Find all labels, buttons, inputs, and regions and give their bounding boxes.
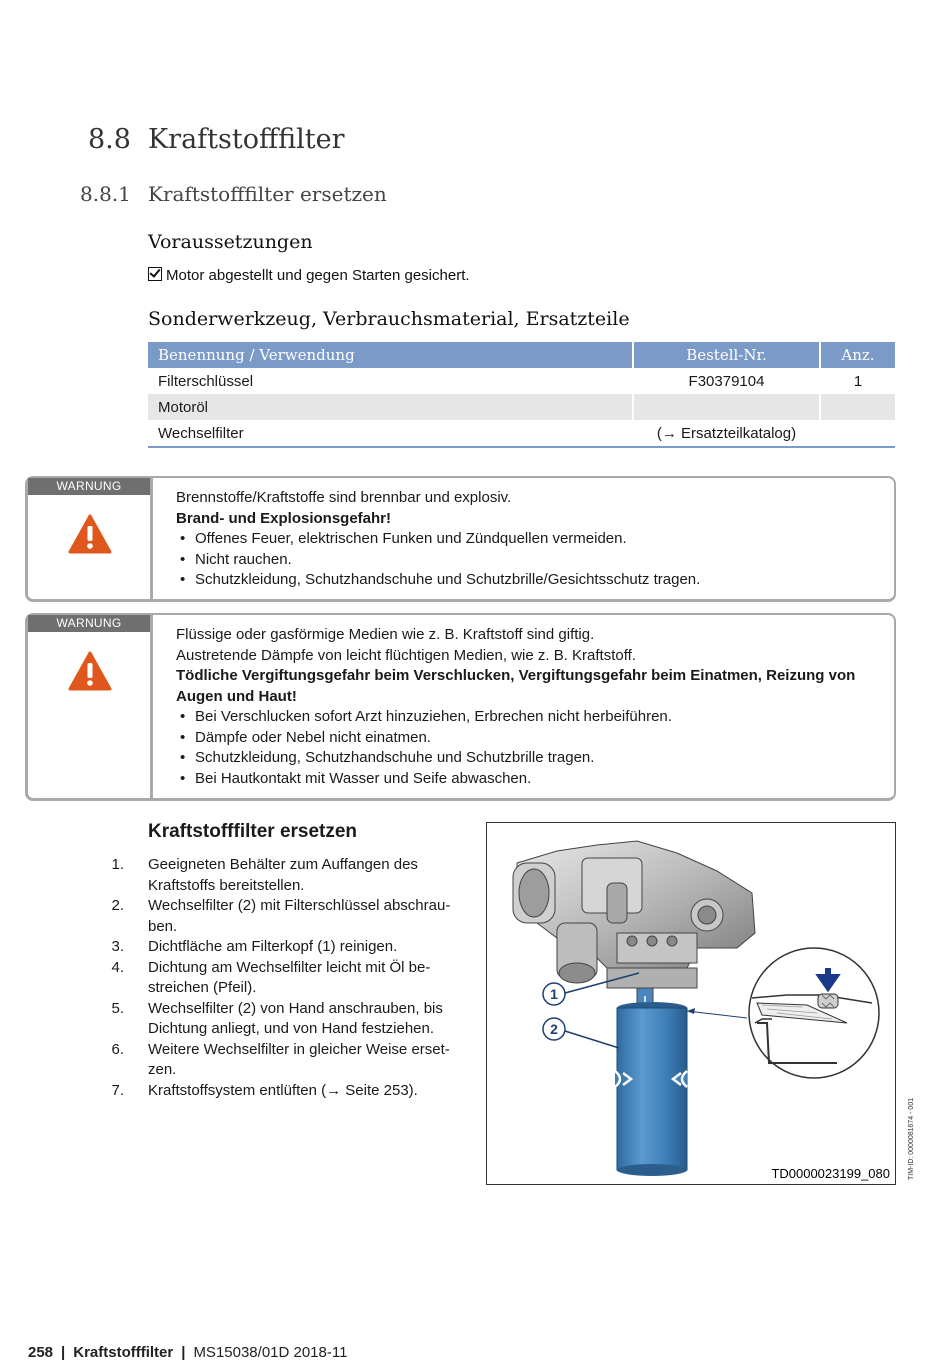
list-item: • Offenes Feuer, elektrischen Funken und Zündquellen vermeiden. [176, 529, 882, 550]
list-item [100, 999, 470, 1040]
footer-doc: MS15038/01D 2018-11 [193, 1344, 348, 1361]
list-item: • Bei Verschlucken sofort Arzt hinzuziehen, Erbrechen nicht herbeiführen. [176, 707, 882, 728]
callout-2-label: 2 [550, 1021, 558, 1037]
list-item: • Bei Hautkontakt mit Wasser und Seife abwaschen. [176, 769, 882, 790]
seal-detail-inset [687, 948, 879, 1078]
section-number: 8.8 [88, 124, 131, 155]
step-number: 7. [111, 1081, 124, 1099]
prerequisite-text: Motor abgestellt und gegen Starten gesichert. [166, 267, 470, 284]
parts-table [148, 342, 895, 448]
fuel-filter-figure [486, 822, 896, 1185]
step-text: Kraftstoffsystem entlüften (→ Seite 253). [148, 1081, 418, 1099]
step-number: 3. [111, 938, 124, 955]
cell-qty [820, 420, 895, 447]
list-item [100, 896, 470, 937]
procedure-steps [100, 855, 470, 1101]
col-header-name: Benennung / Verwendung [148, 342, 633, 368]
step-text: Wechselfilter (2) mit Filterschlüssel abschrauben. [148, 897, 451, 935]
checkbox-icon [148, 267, 162, 281]
page-number: 258 [28, 1344, 54, 1361]
col-header-qty: Anz. [820, 342, 895, 368]
step-text: Dichtfläche am Filterkopf (1) reinigen. [148, 938, 398, 955]
list-item [100, 1040, 470, 1081]
cell-name: Filterschlüssel [148, 368, 633, 394]
cell-order: (→ Ersatzteilkatalog) [633, 420, 820, 447]
cell-name: Motoröl [148, 394, 633, 420]
list-item [100, 855, 470, 896]
cell-order [633, 394, 820, 420]
step-number: 6. [111, 1040, 124, 1058]
list-item [100, 958, 470, 999]
callout-1-label: 1 [550, 986, 558, 1002]
tim-id: TIM-ID: 0000081674 - 001 [908, 1097, 915, 1180]
prerequisite-item [148, 267, 470, 284]
step-number: 4. [111, 958, 124, 976]
warning-bullets [176, 529, 882, 591]
list-item [100, 937, 470, 958]
step-number: 1. [111, 856, 124, 873]
warning-text: Brennstoffe/Kraftstoffe sind brennbar und explosiv. [176, 489, 512, 506]
warning-text: Austretende Dämpfe von leicht flüchtigen Medien, wie z. B. Kraftstoff. [176, 646, 636, 664]
list-item: • Schutzkleidung, Schutzhandschuhe und Schutzbrille tragen. [176, 748, 882, 769]
list-item: • Dämpfe oder Nebel nicht einatmen. [176, 728, 882, 749]
figure-caption: TD0000023199_080 [771, 1166, 890, 1181]
warning-triangle-icon [68, 651, 112, 691]
cell-order: F30379104 [633, 368, 820, 394]
warning-tag: WARNUNG [28, 478, 150, 495]
step-text: Dichtung am Wechselfilter leicht mit Öl bestreichen (Pfeil). [148, 958, 431, 996]
filter-canister [615, 1002, 687, 1176]
warning-bullets [176, 707, 882, 789]
warning-content [176, 625, 882, 789]
warning-tag: WARNUNG [28, 615, 150, 632]
procedure-heading: Kraftstofffilter ersetzen [148, 821, 358, 842]
warning-hazard: Tödliche Vergiftungsgefahr beim Verschlucken, Vergiftungsgefahr beim Einatmen, Reizung von Augen und Haut! [176, 667, 856, 705]
table-header-row [148, 342, 895, 368]
cell-name: Wechselfilter [148, 420, 633, 447]
subsection-number: 8.8.1 [80, 182, 131, 206]
fuel-filter-illustration [487, 823, 896, 1185]
table-row [148, 420, 895, 447]
subsection-title: Kraftstofffilter ersetzen [148, 182, 387, 206]
warning-text: Flüssige oder gasförmige Medien wie z. B. Kraftstoff sind giftig. [176, 626, 595, 643]
section-title: Kraftstofffilter [148, 124, 345, 155]
step-text: Wechselfilter (2) von Hand anschrauben, bis Dichtung anliegt, und von Hand festziehen. [148, 999, 443, 1037]
warning-content [176, 488, 882, 591]
step-number: 2. [111, 897, 124, 914]
warning-hazard: Brand- und Explosionsgefahr! [176, 509, 392, 527]
step-number: 5. [111, 999, 124, 1017]
table-row [148, 394, 895, 420]
parts-heading: Sonderwerkzeug, Verbrauchsmaterial, Ersatzteile [148, 308, 630, 330]
step-text: Weitere Wechselfilter in gleicher Weise ersetzen. [148, 1040, 450, 1078]
footer-section: Kraftstofffilter [73, 1344, 174, 1361]
cell-qty: 1 [853, 372, 863, 390]
prerequisites-heading: Voraussetzungen [148, 231, 313, 253]
list-item [100, 1081, 470, 1102]
step-text: Geeigneten Behälter zum Auffangen des Kraftstoffs bereitstellen. [148, 856, 418, 894]
warning-box-fire [25, 476, 896, 602]
page-footer: 258 | Kraftstofffilter | MS15038/01D 2018-11 [28, 1344, 348, 1361]
table-row [148, 368, 895, 394]
list-item: • Schutzkleidung, Schutzhandschuhe und Schutzbrille/Gesichtsschutz tragen. [176, 570, 882, 591]
list-item: • Nicht rauchen. [176, 550, 882, 571]
cell-qty [820, 394, 895, 420]
warning-box-toxic [25, 613, 896, 801]
warning-triangle-icon [68, 514, 112, 554]
col-header-order: Bestell-Nr. [633, 342, 820, 368]
